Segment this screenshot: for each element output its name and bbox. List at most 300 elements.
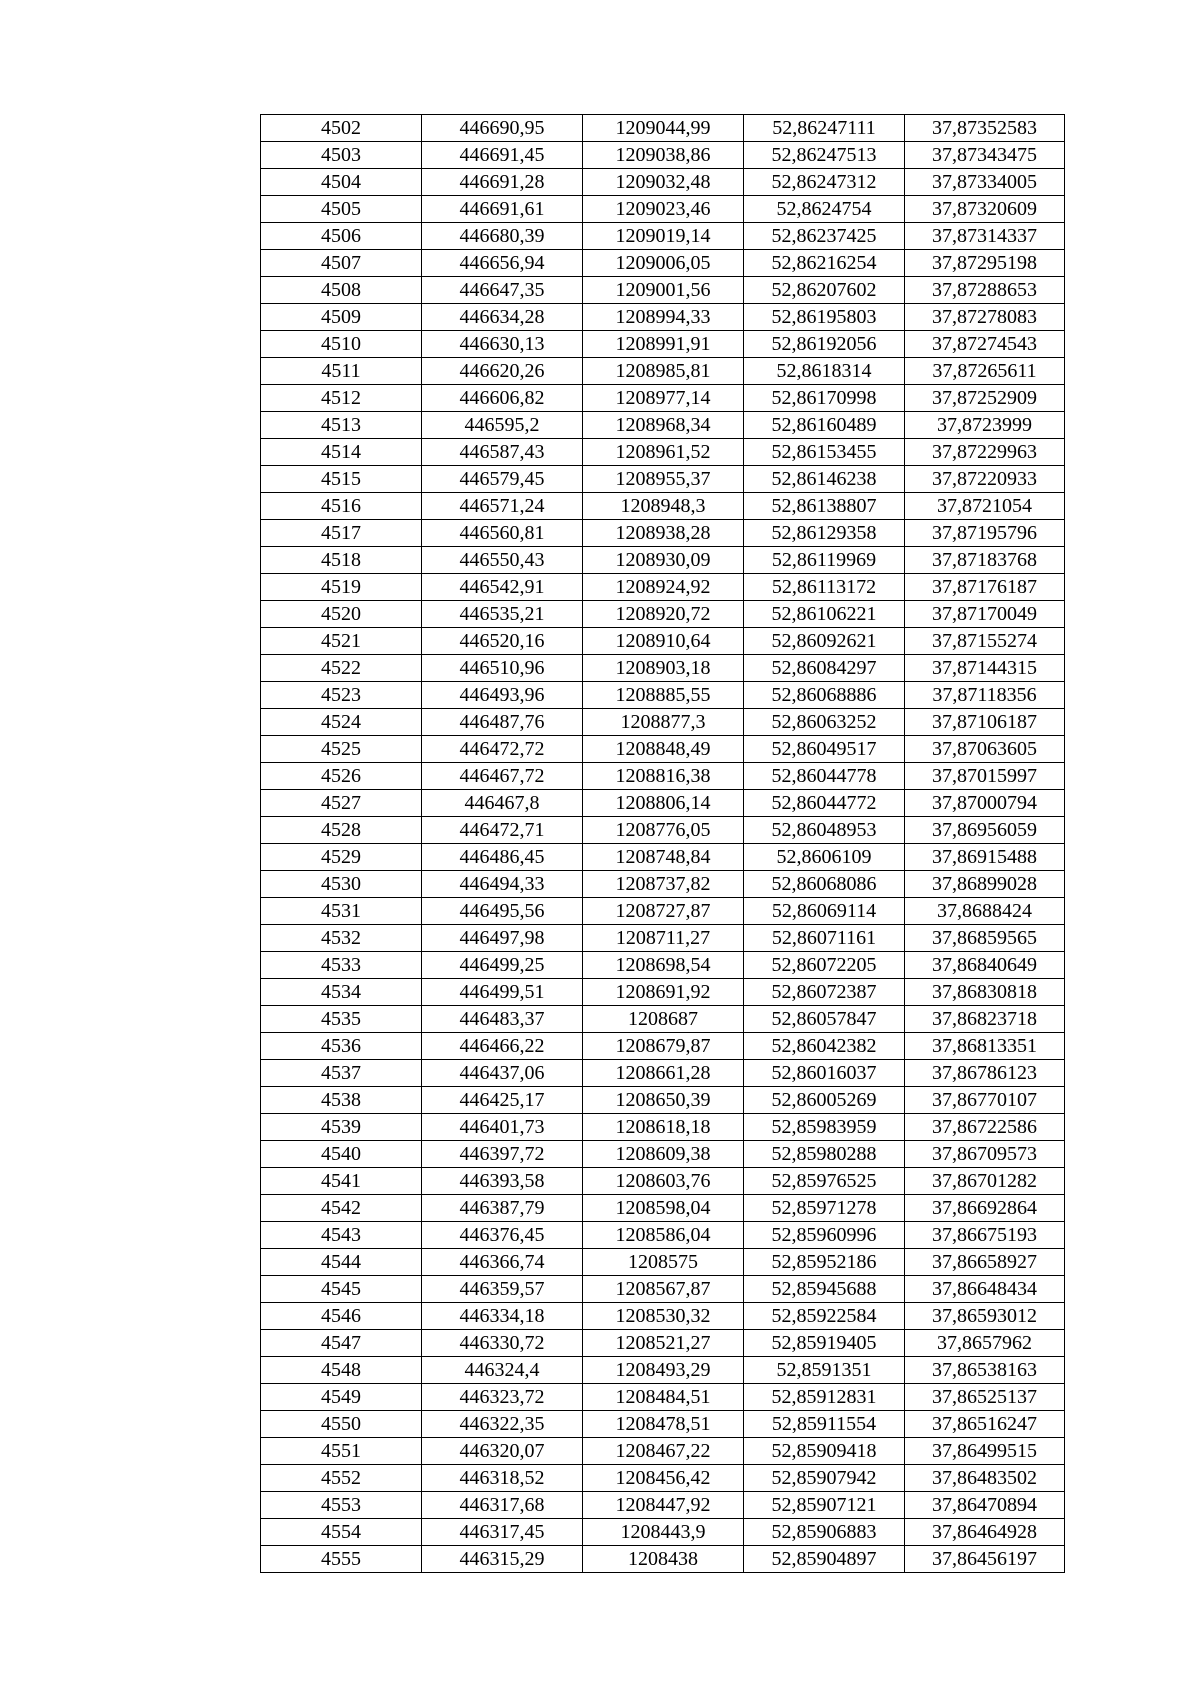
y-coordinate-cell: 1209044,99 bbox=[583, 115, 744, 142]
point-number-cell: 4519 bbox=[261, 574, 422, 601]
y-coordinate-cell: 1208618,18 bbox=[583, 1114, 744, 1141]
table-row bbox=[261, 493, 1065, 520]
y-coordinate-cell: 1208994,33 bbox=[583, 304, 744, 331]
longitude-cell: 37,86675193 bbox=[905, 1222, 1065, 1249]
table-row bbox=[261, 844, 1065, 871]
x-coordinate-cell: 446322,35 bbox=[422, 1411, 583, 1438]
longitude-cell: 37,87288653 bbox=[905, 277, 1065, 304]
table-row bbox=[261, 1411, 1065, 1438]
latitude-cell: 52,86068086 bbox=[744, 871, 905, 898]
x-coordinate-cell: 446571,24 bbox=[422, 493, 583, 520]
table-row bbox=[261, 1141, 1065, 1168]
latitude-cell: 52,86072205 bbox=[744, 952, 905, 979]
table-row bbox=[261, 520, 1065, 547]
longitude-cell: 37,87314337 bbox=[905, 223, 1065, 250]
y-coordinate-cell: 1208661,28 bbox=[583, 1060, 744, 1087]
y-coordinate-cell: 1208530,32 bbox=[583, 1303, 744, 1330]
x-coordinate-cell: 446647,35 bbox=[422, 277, 583, 304]
longitude-cell: 37,86456197 bbox=[905, 1546, 1065, 1573]
x-coordinate-cell: 446437,06 bbox=[422, 1060, 583, 1087]
x-coordinate-cell: 446466,22 bbox=[422, 1033, 583, 1060]
latitude-cell: 52,86042382 bbox=[744, 1033, 905, 1060]
longitude-cell: 37,86956059 bbox=[905, 817, 1065, 844]
x-coordinate-cell: 446334,18 bbox=[422, 1303, 583, 1330]
x-coordinate-cell: 446499,25 bbox=[422, 952, 583, 979]
point-number-cell: 4535 bbox=[261, 1006, 422, 1033]
y-coordinate-cell: 1208456,42 bbox=[583, 1465, 744, 1492]
x-coordinate-cell: 446535,21 bbox=[422, 601, 583, 628]
y-coordinate-cell: 1208698,54 bbox=[583, 952, 744, 979]
x-coordinate-cell: 446595,2 bbox=[422, 412, 583, 439]
point-number-cell: 4547 bbox=[261, 1330, 422, 1357]
point-number-cell: 4540 bbox=[261, 1141, 422, 1168]
y-coordinate-cell: 1208737,82 bbox=[583, 871, 744, 898]
y-coordinate-cell: 1208521,27 bbox=[583, 1330, 744, 1357]
longitude-cell: 37,86648434 bbox=[905, 1276, 1065, 1303]
x-coordinate-cell: 446487,76 bbox=[422, 709, 583, 736]
x-coordinate-cell: 446330,72 bbox=[422, 1330, 583, 1357]
longitude-cell: 37,86770107 bbox=[905, 1087, 1065, 1114]
latitude-cell: 52,85983959 bbox=[744, 1114, 905, 1141]
longitude-cell: 37,86859565 bbox=[905, 925, 1065, 952]
table-row bbox=[261, 655, 1065, 682]
latitude-cell: 52,86153455 bbox=[744, 439, 905, 466]
longitude-cell: 37,87352583 bbox=[905, 115, 1065, 142]
longitude-cell: 37,86483502 bbox=[905, 1465, 1065, 1492]
x-coordinate-cell: 446579,45 bbox=[422, 466, 583, 493]
x-coordinate-cell: 446542,91 bbox=[422, 574, 583, 601]
longitude-cell: 37,8721054 bbox=[905, 493, 1065, 520]
latitude-cell: 52,86216254 bbox=[744, 250, 905, 277]
latitude-cell: 52,86138807 bbox=[744, 493, 905, 520]
y-coordinate-cell: 1208848,49 bbox=[583, 736, 744, 763]
longitude-cell: 37,87295198 bbox=[905, 250, 1065, 277]
point-number-cell: 4537 bbox=[261, 1060, 422, 1087]
x-coordinate-cell: 446656,94 bbox=[422, 250, 583, 277]
y-coordinate-cell: 1208691,92 bbox=[583, 979, 744, 1006]
table-row bbox=[261, 304, 1065, 331]
point-number-cell: 4545 bbox=[261, 1276, 422, 1303]
x-coordinate-cell: 446691,28 bbox=[422, 169, 583, 196]
latitude-cell: 52,86072387 bbox=[744, 979, 905, 1006]
x-coordinate-cell: 446493,96 bbox=[422, 682, 583, 709]
table-row bbox=[261, 439, 1065, 466]
y-coordinate-cell: 1209019,14 bbox=[583, 223, 744, 250]
latitude-cell: 52,86016037 bbox=[744, 1060, 905, 1087]
y-coordinate-cell: 1208478,51 bbox=[583, 1411, 744, 1438]
y-coordinate-cell: 1208567,87 bbox=[583, 1276, 744, 1303]
y-coordinate-cell: 1208977,14 bbox=[583, 385, 744, 412]
y-coordinate-cell: 1208968,34 bbox=[583, 412, 744, 439]
longitude-cell: 37,86538163 bbox=[905, 1357, 1065, 1384]
latitude-cell: 52,8618314 bbox=[744, 358, 905, 385]
point-number-cell: 4518 bbox=[261, 547, 422, 574]
longitude-cell: 37,86470894 bbox=[905, 1492, 1065, 1519]
y-coordinate-cell: 1208586,04 bbox=[583, 1222, 744, 1249]
table-row bbox=[261, 1222, 1065, 1249]
point-number-cell: 4511 bbox=[261, 358, 422, 385]
point-number-cell: 4504 bbox=[261, 169, 422, 196]
y-coordinate-cell: 1208711,27 bbox=[583, 925, 744, 952]
table-row bbox=[261, 898, 1065, 925]
latitude-cell: 52,86129358 bbox=[744, 520, 905, 547]
y-coordinate-cell: 1208961,52 bbox=[583, 439, 744, 466]
latitude-cell: 52,85971278 bbox=[744, 1195, 905, 1222]
point-number-cell: 4533 bbox=[261, 952, 422, 979]
y-coordinate-cell: 1208443,9 bbox=[583, 1519, 744, 1546]
y-coordinate-cell: 1208816,38 bbox=[583, 763, 744, 790]
x-coordinate-cell: 446560,81 bbox=[422, 520, 583, 547]
table-row bbox=[261, 358, 1065, 385]
coordinates-table-body bbox=[261, 115, 1065, 1573]
latitude-cell: 52,86092621 bbox=[744, 628, 905, 655]
point-number-cell: 4507 bbox=[261, 250, 422, 277]
table-row bbox=[261, 871, 1065, 898]
point-number-cell: 4532 bbox=[261, 925, 422, 952]
x-coordinate-cell: 446323,72 bbox=[422, 1384, 583, 1411]
table-row bbox=[261, 331, 1065, 358]
point-number-cell: 4505 bbox=[261, 196, 422, 223]
latitude-cell: 52,86119969 bbox=[744, 547, 905, 574]
point-number-cell: 4546 bbox=[261, 1303, 422, 1330]
y-coordinate-cell: 1209006,05 bbox=[583, 250, 744, 277]
point-number-cell: 4536 bbox=[261, 1033, 422, 1060]
latitude-cell: 52,86237425 bbox=[744, 223, 905, 250]
y-coordinate-cell: 1208650,39 bbox=[583, 1087, 744, 1114]
longitude-cell: 37,87252909 bbox=[905, 385, 1065, 412]
x-coordinate-cell: 446401,73 bbox=[422, 1114, 583, 1141]
point-number-cell: 4506 bbox=[261, 223, 422, 250]
longitude-cell: 37,87176187 bbox=[905, 574, 1065, 601]
y-coordinate-cell: 1208447,92 bbox=[583, 1492, 744, 1519]
x-coordinate-cell: 446499,51 bbox=[422, 979, 583, 1006]
longitude-cell: 37,87343475 bbox=[905, 142, 1065, 169]
latitude-cell: 52,86247513 bbox=[744, 142, 905, 169]
x-coordinate-cell: 446494,33 bbox=[422, 871, 583, 898]
table-row bbox=[261, 763, 1065, 790]
x-coordinate-cell: 446620,26 bbox=[422, 358, 583, 385]
point-number-cell: 4520 bbox=[261, 601, 422, 628]
latitude-cell: 52,86044778 bbox=[744, 763, 905, 790]
latitude-cell: 52,86113172 bbox=[744, 574, 905, 601]
coordinates-table bbox=[260, 114, 1065, 1573]
latitude-cell: 52,85911554 bbox=[744, 1411, 905, 1438]
latitude-cell: 52,85906883 bbox=[744, 1519, 905, 1546]
point-number-cell: 4516 bbox=[261, 493, 422, 520]
y-coordinate-cell: 1208748,84 bbox=[583, 844, 744, 871]
longitude-cell: 37,87015997 bbox=[905, 763, 1065, 790]
x-coordinate-cell: 446467,72 bbox=[422, 763, 583, 790]
table-row bbox=[261, 790, 1065, 817]
latitude-cell: 52,85912831 bbox=[744, 1384, 905, 1411]
y-coordinate-cell: 1208920,72 bbox=[583, 601, 744, 628]
point-number-cell: 4538 bbox=[261, 1087, 422, 1114]
x-coordinate-cell: 446397,72 bbox=[422, 1141, 583, 1168]
table-row bbox=[261, 547, 1065, 574]
latitude-cell: 52,85909418 bbox=[744, 1438, 905, 1465]
table-row bbox=[261, 250, 1065, 277]
latitude-cell: 52,86044772 bbox=[744, 790, 905, 817]
point-number-cell: 4513 bbox=[261, 412, 422, 439]
longitude-cell: 37,86525137 bbox=[905, 1384, 1065, 1411]
table-row bbox=[261, 412, 1065, 439]
y-coordinate-cell: 1208493,29 bbox=[583, 1357, 744, 1384]
x-coordinate-cell: 446324,4 bbox=[422, 1357, 583, 1384]
point-number-cell: 4553 bbox=[261, 1492, 422, 1519]
table-row bbox=[261, 1168, 1065, 1195]
x-coordinate-cell: 446425,17 bbox=[422, 1087, 583, 1114]
point-number-cell: 4512 bbox=[261, 385, 422, 412]
latitude-cell: 52,86069114 bbox=[744, 898, 905, 925]
point-number-cell: 4539 bbox=[261, 1114, 422, 1141]
longitude-cell: 37,86709573 bbox=[905, 1141, 1065, 1168]
longitude-cell: 37,87106187 bbox=[905, 709, 1065, 736]
x-coordinate-cell: 446317,68 bbox=[422, 1492, 583, 1519]
longitude-cell: 37,8657962 bbox=[905, 1330, 1065, 1357]
y-coordinate-cell: 1208727,87 bbox=[583, 898, 744, 925]
y-coordinate-cell: 1209032,48 bbox=[583, 169, 744, 196]
table-row bbox=[261, 1438, 1065, 1465]
point-number-cell: 4551 bbox=[261, 1438, 422, 1465]
latitude-cell: 52,86048953 bbox=[744, 817, 905, 844]
point-number-cell: 4521 bbox=[261, 628, 422, 655]
y-coordinate-cell: 1208991,91 bbox=[583, 331, 744, 358]
y-coordinate-cell: 1208806,14 bbox=[583, 790, 744, 817]
table-row bbox=[261, 277, 1065, 304]
x-coordinate-cell: 446320,07 bbox=[422, 1438, 583, 1465]
point-number-cell: 4508 bbox=[261, 277, 422, 304]
latitude-cell: 52,86247312 bbox=[744, 169, 905, 196]
latitude-cell: 52,8624754 bbox=[744, 196, 905, 223]
point-number-cell: 4509 bbox=[261, 304, 422, 331]
point-number-cell: 4554 bbox=[261, 1519, 422, 1546]
table-row bbox=[261, 1465, 1065, 1492]
y-coordinate-cell: 1208903,18 bbox=[583, 655, 744, 682]
latitude-cell: 52,86057847 bbox=[744, 1006, 905, 1033]
y-coordinate-cell: 1209038,86 bbox=[583, 142, 744, 169]
x-coordinate-cell: 446366,74 bbox=[422, 1249, 583, 1276]
latitude-cell: 52,86106221 bbox=[744, 601, 905, 628]
table-row bbox=[261, 142, 1065, 169]
x-coordinate-cell: 446315,29 bbox=[422, 1546, 583, 1573]
table-row bbox=[261, 1195, 1065, 1222]
point-number-cell: 4555 bbox=[261, 1546, 422, 1573]
latitude-cell: 52,86005269 bbox=[744, 1087, 905, 1114]
latitude-cell: 52,85922584 bbox=[744, 1303, 905, 1330]
longitude-cell: 37,87320609 bbox=[905, 196, 1065, 223]
longitude-cell: 37,86701282 bbox=[905, 1168, 1065, 1195]
latitude-cell: 52,86071161 bbox=[744, 925, 905, 952]
table-row bbox=[261, 1033, 1065, 1060]
y-coordinate-cell: 1208467,22 bbox=[583, 1438, 744, 1465]
point-number-cell: 4543 bbox=[261, 1222, 422, 1249]
table-row bbox=[261, 1006, 1065, 1033]
y-coordinate-cell: 1208985,81 bbox=[583, 358, 744, 385]
table-row bbox=[261, 1330, 1065, 1357]
x-coordinate-cell: 446587,43 bbox=[422, 439, 583, 466]
y-coordinate-cell: 1208776,05 bbox=[583, 817, 744, 844]
point-number-cell: 4549 bbox=[261, 1384, 422, 1411]
x-coordinate-cell: 446550,43 bbox=[422, 547, 583, 574]
table-row bbox=[261, 979, 1065, 1006]
latitude-cell: 52,86192056 bbox=[744, 331, 905, 358]
longitude-cell: 37,86823718 bbox=[905, 1006, 1065, 1033]
x-coordinate-cell: 446495,56 bbox=[422, 898, 583, 925]
longitude-cell: 37,87229963 bbox=[905, 439, 1065, 466]
latitude-cell: 52,86195803 bbox=[744, 304, 905, 331]
longitude-cell: 37,86830818 bbox=[905, 979, 1065, 1006]
latitude-cell: 52,86146238 bbox=[744, 466, 905, 493]
y-coordinate-cell: 1208948,3 bbox=[583, 493, 744, 520]
latitude-cell: 52,8591351 bbox=[744, 1357, 905, 1384]
table-row bbox=[261, 601, 1065, 628]
latitude-cell: 52,85960996 bbox=[744, 1222, 905, 1249]
table-row bbox=[261, 223, 1065, 250]
table-row bbox=[261, 1249, 1065, 1276]
point-number-cell: 4541 bbox=[261, 1168, 422, 1195]
x-coordinate-cell: 446691,61 bbox=[422, 196, 583, 223]
y-coordinate-cell: 1208484,51 bbox=[583, 1384, 744, 1411]
y-coordinate-cell: 1208687 bbox=[583, 1006, 744, 1033]
latitude-cell: 52,86160489 bbox=[744, 412, 905, 439]
longitude-cell: 37,86915488 bbox=[905, 844, 1065, 871]
x-coordinate-cell: 446630,13 bbox=[422, 331, 583, 358]
y-coordinate-cell: 1208679,87 bbox=[583, 1033, 744, 1060]
table-row bbox=[261, 736, 1065, 763]
point-number-cell: 4528 bbox=[261, 817, 422, 844]
latitude-cell: 52,86049517 bbox=[744, 736, 905, 763]
table-row bbox=[261, 1276, 1065, 1303]
table-row bbox=[261, 466, 1065, 493]
point-number-cell: 4530 bbox=[261, 871, 422, 898]
longitude-cell: 37,86899028 bbox=[905, 871, 1065, 898]
point-number-cell: 4542 bbox=[261, 1195, 422, 1222]
y-coordinate-cell: 1208938,28 bbox=[583, 520, 744, 547]
table-row bbox=[261, 682, 1065, 709]
point-number-cell: 4503 bbox=[261, 142, 422, 169]
y-coordinate-cell: 1208924,92 bbox=[583, 574, 744, 601]
longitude-cell: 37,87274543 bbox=[905, 331, 1065, 358]
latitude-cell: 52,85945688 bbox=[744, 1276, 905, 1303]
x-coordinate-cell: 446467,8 bbox=[422, 790, 583, 817]
latitude-cell: 52,86068886 bbox=[744, 682, 905, 709]
longitude-cell: 37,87000794 bbox=[905, 790, 1065, 817]
point-number-cell: 4510 bbox=[261, 331, 422, 358]
latitude-cell: 52,86207602 bbox=[744, 277, 905, 304]
latitude-cell: 52,86247111 bbox=[744, 115, 905, 142]
table-row bbox=[261, 1384, 1065, 1411]
point-number-cell: 4525 bbox=[261, 736, 422, 763]
longitude-cell: 37,86464928 bbox=[905, 1519, 1065, 1546]
latitude-cell: 52,85904897 bbox=[744, 1546, 905, 1573]
y-coordinate-cell: 1208955,37 bbox=[583, 466, 744, 493]
table-row bbox=[261, 385, 1065, 412]
y-coordinate-cell: 1209001,56 bbox=[583, 277, 744, 304]
y-coordinate-cell: 1208598,04 bbox=[583, 1195, 744, 1222]
x-coordinate-cell: 446483,37 bbox=[422, 1006, 583, 1033]
point-number-cell: 4515 bbox=[261, 466, 422, 493]
x-coordinate-cell: 446317,45 bbox=[422, 1519, 583, 1546]
table-row bbox=[261, 196, 1065, 223]
y-coordinate-cell: 1208609,38 bbox=[583, 1141, 744, 1168]
latitude-cell: 52,85976525 bbox=[744, 1168, 905, 1195]
x-coordinate-cell: 446634,28 bbox=[422, 304, 583, 331]
y-coordinate-cell: 1208930,09 bbox=[583, 547, 744, 574]
longitude-cell: 37,87265611 bbox=[905, 358, 1065, 385]
x-coordinate-cell: 446680,39 bbox=[422, 223, 583, 250]
y-coordinate-cell: 1209023,46 bbox=[583, 196, 744, 223]
point-number-cell: 4524 bbox=[261, 709, 422, 736]
longitude-cell: 37,86813351 bbox=[905, 1033, 1065, 1060]
table-row bbox=[261, 1357, 1065, 1384]
point-number-cell: 4526 bbox=[261, 763, 422, 790]
table-row bbox=[261, 115, 1065, 142]
y-coordinate-cell: 1208603,76 bbox=[583, 1168, 744, 1195]
table-row bbox=[261, 925, 1065, 952]
longitude-cell: 37,87170049 bbox=[905, 601, 1065, 628]
longitude-cell: 37,86786123 bbox=[905, 1060, 1065, 1087]
x-coordinate-cell: 446359,57 bbox=[422, 1276, 583, 1303]
table-row bbox=[261, 952, 1065, 979]
longitude-cell: 37,86692864 bbox=[905, 1195, 1065, 1222]
point-number-cell: 4531 bbox=[261, 898, 422, 925]
latitude-cell: 52,85952186 bbox=[744, 1249, 905, 1276]
x-coordinate-cell: 446497,98 bbox=[422, 925, 583, 952]
point-number-cell: 4550 bbox=[261, 1411, 422, 1438]
longitude-cell: 37,86658927 bbox=[905, 1249, 1065, 1276]
table-row bbox=[261, 817, 1065, 844]
x-coordinate-cell: 446387,79 bbox=[422, 1195, 583, 1222]
point-number-cell: 4527 bbox=[261, 790, 422, 817]
longitude-cell: 37,87118356 bbox=[905, 682, 1065, 709]
x-coordinate-cell: 446520,16 bbox=[422, 628, 583, 655]
table-row bbox=[261, 1060, 1065, 1087]
x-coordinate-cell: 446376,45 bbox=[422, 1222, 583, 1249]
longitude-cell: 37,87144315 bbox=[905, 655, 1065, 682]
longitude-cell: 37,86840649 bbox=[905, 952, 1065, 979]
latitude-cell: 52,85907942 bbox=[744, 1465, 905, 1492]
longitude-cell: 37,87155274 bbox=[905, 628, 1065, 655]
longitude-cell: 37,86722586 bbox=[905, 1114, 1065, 1141]
y-coordinate-cell: 1208575 bbox=[583, 1249, 744, 1276]
point-number-cell: 4523 bbox=[261, 682, 422, 709]
x-coordinate-cell: 446690,95 bbox=[422, 115, 583, 142]
table-row bbox=[261, 1303, 1065, 1330]
x-coordinate-cell: 446472,71 bbox=[422, 817, 583, 844]
longitude-cell: 37,87220933 bbox=[905, 466, 1065, 493]
point-number-cell: 4544 bbox=[261, 1249, 422, 1276]
point-number-cell: 4522 bbox=[261, 655, 422, 682]
latitude-cell: 52,85907121 bbox=[744, 1492, 905, 1519]
x-coordinate-cell: 446606,82 bbox=[422, 385, 583, 412]
y-coordinate-cell: 1208885,55 bbox=[583, 682, 744, 709]
table-row bbox=[261, 1087, 1065, 1114]
table-row bbox=[261, 169, 1065, 196]
latitude-cell: 52,85980288 bbox=[744, 1141, 905, 1168]
table-row bbox=[261, 709, 1065, 736]
point-number-cell: 4517 bbox=[261, 520, 422, 547]
longitude-cell: 37,87063605 bbox=[905, 736, 1065, 763]
longitude-cell: 37,87278083 bbox=[905, 304, 1065, 331]
y-coordinate-cell: 1208910,64 bbox=[583, 628, 744, 655]
longitude-cell: 37,87334005 bbox=[905, 169, 1065, 196]
x-coordinate-cell: 446318,52 bbox=[422, 1465, 583, 1492]
point-number-cell: 4514 bbox=[261, 439, 422, 466]
longitude-cell: 37,8723999 bbox=[905, 412, 1065, 439]
latitude-cell: 52,86063252 bbox=[744, 709, 905, 736]
longitude-cell: 37,87183768 bbox=[905, 547, 1065, 574]
longitude-cell: 37,86499515 bbox=[905, 1438, 1065, 1465]
